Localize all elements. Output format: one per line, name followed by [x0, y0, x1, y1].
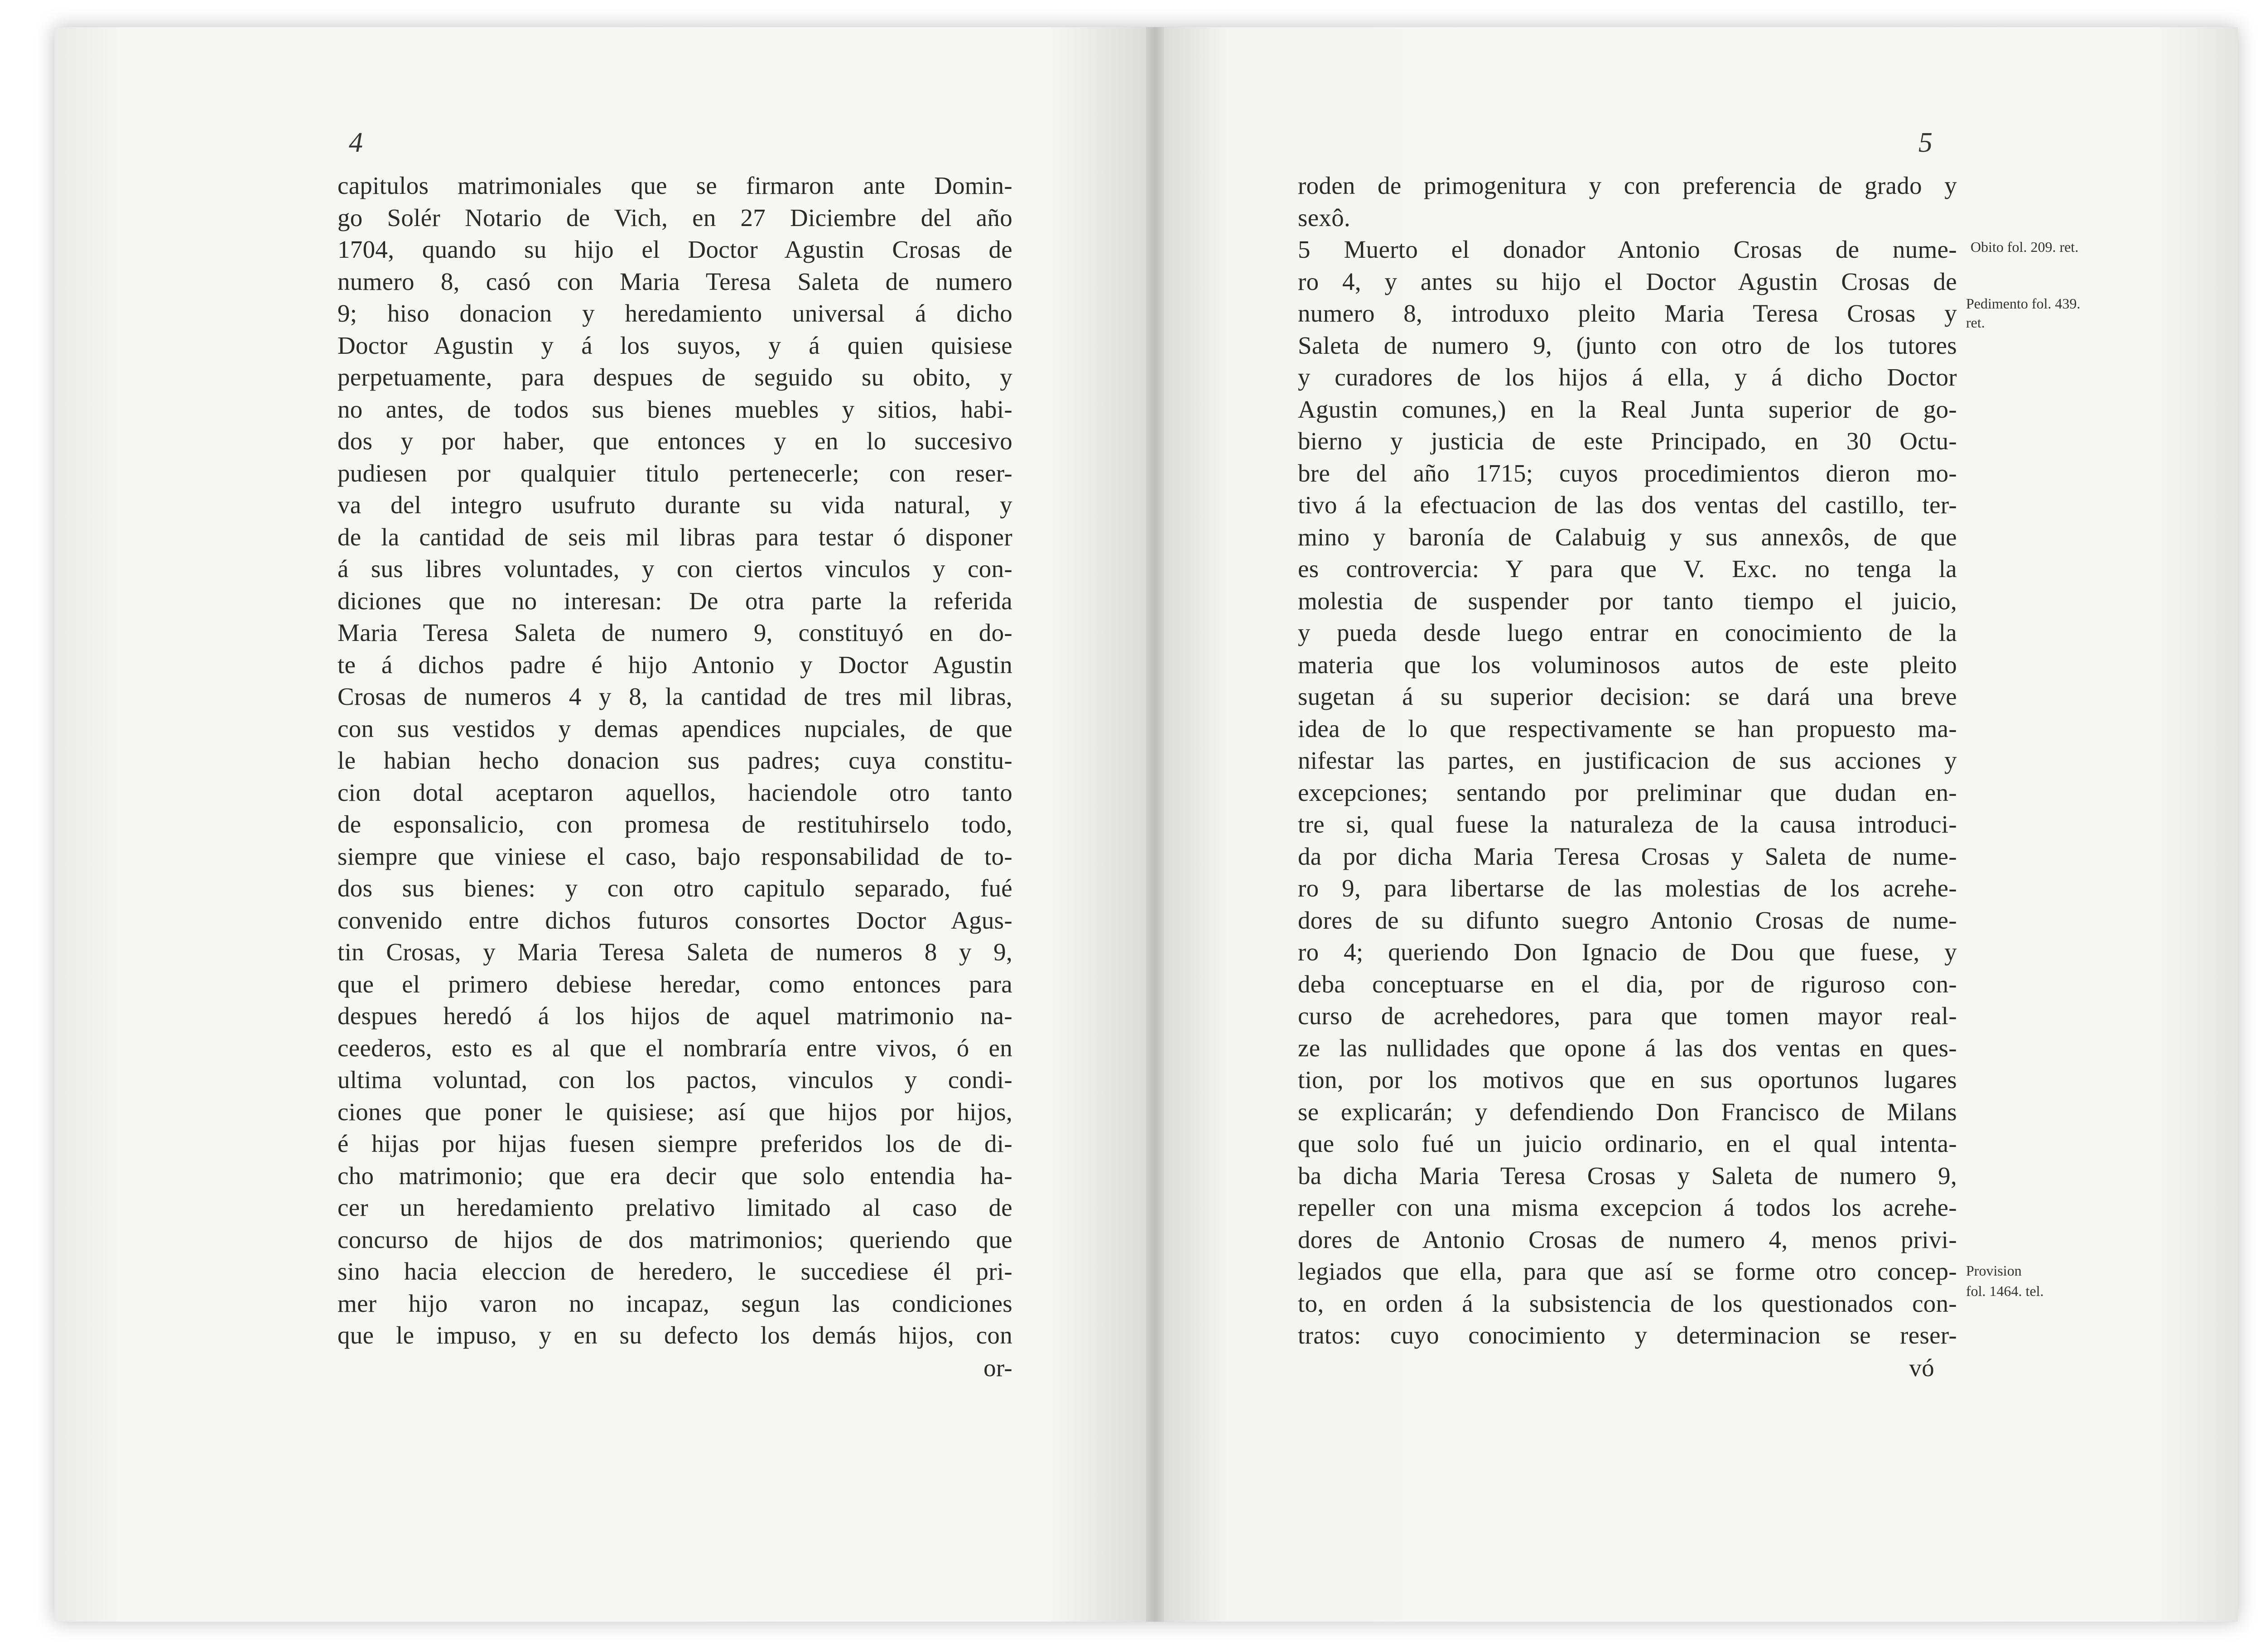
text-line: tratos: cuyo conocimiento y determinacion se reser- — [1298, 1321, 1957, 1349]
text-line: go Solér Notario de Vich, en 27 Diciembre del año — [337, 203, 1012, 231]
text-line: tivo á la efectuacion de las dos ventas del castillo, ter- — [1298, 491, 1957, 519]
text-line: ro 4, y antes su hijo el Doctor Agustin Crosas de — [1298, 267, 1957, 295]
text-line: de la cantidad de seis mil libras para testar ó disponer — [337, 523, 1012, 551]
text-line: idea de lo que respectivamente se han propuesto ma- — [1298, 714, 1957, 742]
text-line: 9; hiso donacion y heredamiento universal á dicho — [337, 299, 1012, 327]
text-line: dores de su difunto suegro Antonio Crosas de nume- — [1298, 906, 1957, 934]
text-line: materia que los voluminosos autos de este pleito — [1298, 650, 1957, 679]
text-line: repeller con una misma excepcion á todos los acrehe- — [1298, 1194, 1957, 1221]
text-line: ro 9, para libertarse de las molestias de los acrehe- — [1298, 874, 1957, 902]
text-line: despues heredó á los hijos de aquel matrimonio na- — [337, 1002, 1012, 1030]
text-line: tion, por los motivos que en sus oportunos lugares — [1298, 1066, 1957, 1093]
text-line: Crosas de numeros 4 y 8, la cantidad de tres mil libras, — [337, 683, 1012, 710]
left-page-number: 4 — [349, 127, 363, 158]
text-line: va del integro usufruto durante su vida natural, y — [337, 491, 1012, 519]
text-line: legiados que ella, para que así se forme otro concep- — [1298, 1257, 1957, 1285]
text-line: de esponsalicio, con promesa de restituhirselo todo, — [337, 810, 1012, 838]
text-line: y pueda desde luego entrar en conocimiento de la — [1298, 619, 1957, 646]
text-line: bierno y justicia de este Principado, en 30 Octu- — [1298, 427, 1957, 455]
book-gutter — [1146, 27, 1164, 1622]
text-line: excepciones; sentando por preliminar que dudan en- — [1298, 778, 1957, 806]
text-line: mer hijo varon no incapaz, segun las condiciones — [337, 1289, 1012, 1317]
text-line: y curadores de los hijos á ella, y á dicho Doctor — [1298, 363, 1957, 391]
text-line: convenido entre dichos futuros consortes Doctor Agus- — [337, 906, 1012, 934]
text-line: á sus libres voluntades, y con ciertos vinculos y con- — [337, 555, 1012, 583]
text-line: se explicarán; y defendiendo Don Francisco de Milans — [1298, 1098, 1957, 1126]
text-line: roden de primogenitura y con preferencia de grado y — [1298, 172, 1957, 199]
text-line: es controvercia: Y para que V. Exc. no tenga la — [1298, 555, 1957, 583]
text-line: te á dichos padre é hijo Antonio y Doctor Agustin — [337, 650, 1012, 679]
text-line: molestia de suspender por tanto tiempo el juicio, — [1298, 587, 1957, 615]
text-line: cion dotal aceptaron aquellos, haciendole otro tanto — [337, 778, 1012, 806]
text-line: Maria Teresa Saleta de numero 9, constituyó en do- — [337, 619, 1012, 646]
text-line: ba dicha Maria Teresa Crosas y Saleta de numero 9, — [1298, 1161, 1957, 1190]
margin-note-provision-fol: fol. 1464. tel. — [1966, 1283, 2044, 1299]
text-line: 5 Muerto el donador Antonio Crosas de nume- — [1298, 236, 1957, 263]
text-line: le habian hecho donacion sus padres; cuya constitu- — [337, 747, 1012, 774]
text-line: capitulos matrimoniales que se firmaron ante Domin- — [337, 172, 1012, 199]
text-line: que solo fué un juicio ordinario, en el qual intenta- — [1298, 1130, 1957, 1157]
left-page-catchword-block — [337, 1352, 1012, 1384]
text-line: que le impuso, y en su defecto los demás hijos, con — [337, 1321, 1012, 1349]
margin-note-pedimento-ret: ret. — [1966, 314, 1985, 331]
text-line: sugetan á su superior decision: se dará una breve — [1298, 683, 1957, 710]
text-line: ceederos, esto es al que el nombraría entre vivos, ó en — [337, 1034, 1012, 1062]
right-page-catchword-block — [1298, 1352, 1934, 1384]
left-page-text — [337, 170, 1012, 1352]
text-line: no antes, de todos sus bienes muebles y sitios, habi- — [337, 395, 1012, 423]
right-page-number: 5 — [1918, 127, 1932, 158]
text-line: to, en orden á la subsistencia de los questionados con- — [1298, 1289, 1957, 1317]
text-line: nifestar las partes, en justificacion de sus acciones y — [1298, 747, 1957, 774]
text-line: perpetuamente, para despues de seguido su obito, y — [337, 363, 1012, 391]
right-page-catchword: vó — [1909, 1354, 1934, 1382]
text-line: ze las nullidades que opone á las dos ventas en ques- — [1298, 1034, 1957, 1062]
text-line: diciones que no interesan: De otra parte la referida — [337, 587, 1012, 615]
text-line: sexô. — [1298, 203, 1351, 231]
text-line: cho matrimonio; que era decir que solo entendia ha- — [337, 1161, 1012, 1190]
text-line: ro 4; queriendo Don Ignacio de Dou que fuese, y — [1298, 938, 1957, 966]
text-line: numero 8, casó con Maria Teresa Saleta de numero — [337, 267, 1012, 295]
text-line: dores de Antonio Crosas de numero 4, menos privi- — [1298, 1225, 1957, 1253]
text-line: bre del año 1715; cuyos procedimientos dieron mo- — [1298, 459, 1957, 487]
text-line: tre si, qual fuese la naturaleza de la causa introduci- — [1298, 810, 1957, 838]
text-line: ciones que poner le quisiese; así que hijos por hijos, — [337, 1098, 1012, 1126]
text-line: curso de acrehedores, para que tomen mayor real- — [1298, 1002, 1957, 1030]
text-line: siempre que viniese el caso, bajo responsabilidad de to- — [337, 842, 1012, 870]
text-line: 1704, quando su hijo el Doctor Agustin Crosas de — [337, 236, 1012, 263]
text-line: concurso de hijos de dos matrimonios; queriendo que — [337, 1225, 1012, 1253]
text-line: da por dicha Maria Teresa Crosas y Saleta de nume- — [1298, 842, 1957, 870]
margin-note-provision: Provision — [1966, 1262, 2022, 1279]
text-line: deba conceptuarse en el dia, por de riguroso con- — [1298, 970, 1957, 998]
text-line: que el primero debiese heredar, como entonces para — [337, 970, 1012, 998]
text-line: Saleta de numero 9, (junto con otro de los tutores — [1298, 331, 1957, 359]
text-line: Doctor Agustin y á los suyos, y á quien quisiese — [337, 331, 1012, 359]
text-line: é hijas por hijas fuesen siempre preferidos los de di- — [337, 1130, 1012, 1157]
margin-note-pedimento: Pedimento fol. 439. — [1966, 295, 2081, 312]
left-page-catchword: or- — [983, 1354, 1012, 1382]
text-line: ultima voluntad, con los pactos, vinculos y condi- — [337, 1066, 1012, 1093]
text-line: dos y por haber, que entonces y en lo succesivo — [337, 427, 1012, 455]
text-line: sino hacia eleccion de heredero, le succediese él pri- — [337, 1257, 1012, 1285]
margin-note-obito: Obito fol. 209. ret. — [1971, 239, 2079, 255]
text-line: pudiesen por qualquier titulo pertenecerle; con reser- — [337, 459, 1012, 487]
text-line: numero 8, introduxo pleito Maria Teresa Crosas y — [1298, 299, 1957, 327]
right-page-text — [1298, 170, 1957, 1352]
text-line: dos sus bienes: y con otro capitulo separado, fué — [337, 874, 1012, 902]
text-line: tin Crosas, y Maria Teresa Saleta de numeros 8 y 9, — [337, 938, 1012, 966]
text-line: con sus vestidos y demas apendices nupciales, de que — [337, 714, 1012, 742]
text-line: mino y baronía de Calabuig y sus annexôs, de que — [1298, 523, 1957, 551]
text-line: Agustin comunes,) en la Real Junta superior de go- — [1298, 395, 1957, 423]
text-line: cer un heredamiento prelativo limitado al caso de — [337, 1194, 1012, 1221]
